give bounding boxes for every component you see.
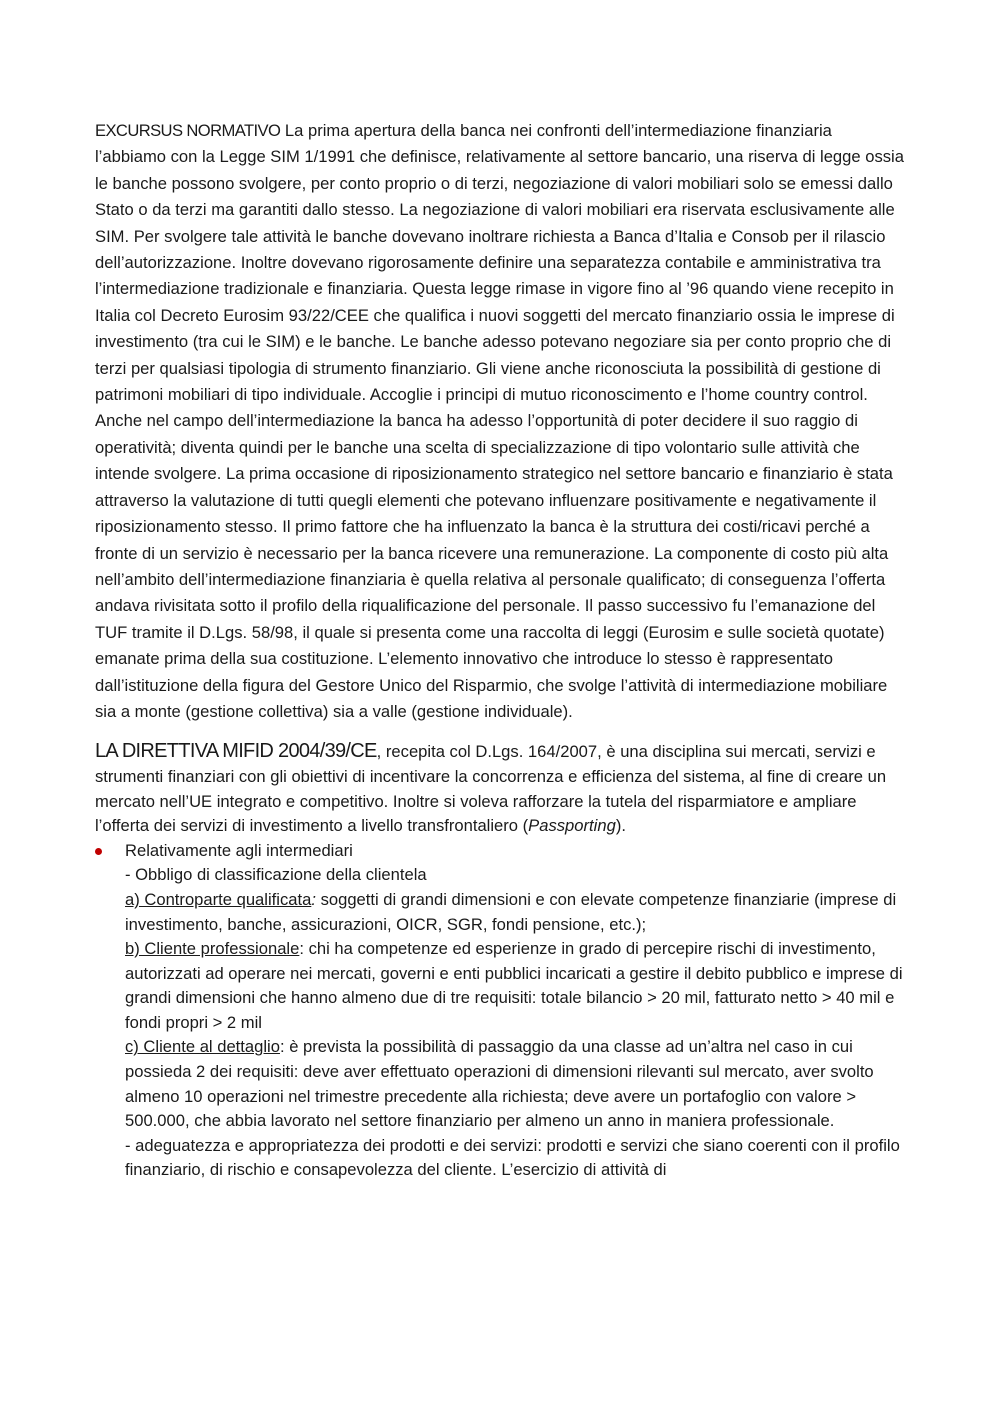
- section-mifid-paragraph: [95, 739, 907, 838]
- controparte-colon: :: [311, 889, 316, 909]
- passporting-term: Passporting: [528, 816, 616, 836]
- cliente-dettaglio-label: c) Cliente al dettaglio: [125, 1037, 280, 1057]
- section-heading-mifid: LA DIRETTIVA MIFID 2004/39/CE: [95, 740, 377, 763]
- cliente-dettaglio-text: : è prevista la possibilità di passaggio da una classe ad un’altra nel caso in cui possieda 2 dei requisiti: deve aver effettuato operazioni di dimensioni rilevanti sul mercato, aver svolto almeno 10 operazioni nel trimestre precedente alla richiesta; deve avere un portafoglio con valore > 500.000, che abbia lavorato nel settore finanziario per almeno un anno in maniera professionale.: [125, 1037, 874, 1131]
- controparte-qualificata-line: [125, 888, 907, 937]
- section-excursus-text: La prima apertura della banca nei confronti dell’intermediazione finanziaria l’abbiamo con la Legge SIM 1/1991 che definisce, relativamente al settore bancario, una riserva di legge ossia le banche possono svolgere, per conto proprio o di terzi, negoziazione di valori mobiliari solo se emessi dallo Stato o da terzi ma garantiti dallo stesso. La negoziazione di valori mobiliari era riservata esclusivamente alle SIM. Per svolgere tale attività le banche dovevano inoltrare richiesta a Banca d’Italia e Consob per il rilascio dell’autorizzazione. Inoltre dovevano rigorosamente definire una separatezza contabile e amministrativa tra l’intermediazione tradizionale e finanziaria. Questa legge rimase in vigore fino al ’96 quando viene recepito in Italia col Decreto Eurosim 93/22/CEE che qualifica i nuovi soggetti del mercato finanziario ossia le imprese di investimento (tra cui le SIM) e le banche. Le banche adesso potevano negoziare sia per conto proprio che di terzi per qualsiasi tipologia di strumento finanziario. Gli viene anche riconosciuta la possibilità di gestione di patrimoni mobiliari di tipo individuale. Accoglie i principi di mutuo riconoscimento e l’home country control. Anche nel campo dell’intermediazione la banca ha adesso l’opportunità di poter decidere il suo raggio di operatività; diventa quindi per le banche una scelta di specializzazione di tipo volontario sulle attività che intende svolgere. La prima occasione di riposizionamento strategico nel settore bancario e finanziario è stata attraverso la valutazione di tutti quegli elementi che potevano influenzare positivamente e negativamente il riposizionamento stesso. Il primo fattore che ha influenzato la banca è la struttura dei costi/ricavi perché a fronte di un servizio è necessario per la banca ricevere una remunerazione. La componente di costo più alta nell’ambito dell’intermediazione finanziaria è quella relativa al personale qualificato; di conseguenza l’offerta andava rivisitata sotto il profilo della riqualificazione del personale. Il passo successivo fu l’emanazione del TUF tramite il D.Lgs. 58/98, il quale si presenta come una raccolta di leggi (Eurosim e sulle società quotate) emanate prima della sua costituzione. L’elemento innovativo che introduce lo stesso è rappresentato dall’istituzione della figura del Gestore Unico del Risparmio, che svolge l’attività di intermediazione mobiliare sia a monte (gestione collettiva) sia a valle (gestione individuale).: [95, 121, 904, 721]
- controparte-qualificata-label: a) Controparte qualificata: [125, 889, 312, 909]
- intermediari-details: [95, 863, 907, 1183]
- section-mifid-text-end: ).: [615, 816, 626, 836]
- section-heading-excursus: EXCURSUS NORMATIVO: [95, 121, 281, 140]
- controparte-qualificata-text: soggetti di grandi dimensioni e con elevate competenze finanziarie (imprese di investimento, banche, assicurazioni, OICR, SGR, fondi pensione, etc.);: [125, 889, 897, 934]
- intermediari-list: [95, 839, 907, 864]
- bullet-label: Relativamente agli intermediari: [125, 840, 353, 860]
- cliente-professionale-text: : chi ha competenze ed esperienze in grado di percepire rischi di investimento, autorizzati ad operare nei mercati, governi e enti pubblici incaricati a gestire il debito pubblico e imprese di grandi dimensioni che hanno almeno due di tre requisiti: totale bilancio > 20 mil, fatturato netto > 40 mil e fondi propri > 2 mil: [125, 939, 903, 1032]
- classification-line: - Obbligo di classificazione della clientela: [125, 865, 427, 885]
- list-item: [95, 839, 907, 864]
- cliente-professionale-label: b) Cliente professionale: [125, 939, 300, 959]
- cliente-dettaglio-line: [125, 1035, 907, 1133]
- bullet-icon: [95, 848, 102, 855]
- cliente-professionale-line: [125, 937, 907, 1035]
- document-page: [95, 118, 907, 1183]
- section-excursus-paragraph: [95, 118, 907, 725]
- adeguatezza-line: - adeguatezza e appropriatezza dei prodotti e dei servizi: prodotti e servizi che siano coerenti con il profilo finanziario, di rischio e consapevolezza del cliente. L’esercizio di attività di: [125, 1135, 900, 1180]
- section-mifid-text: , recepita col D.Lgs. 164/2007, è una disciplina sui mercati, servizi e strumenti finanziari con gli obiettivi di incentivare la concorrenza e efficienza del sistema, al fine di creare un mercato nell’UE integrato e competitivo. Inoltre si voleva rafforzare la tutela del risparmiatore e ampliare l’offerta dei servizi di investimento a livello transfrontaliero (: [95, 742, 887, 836]
